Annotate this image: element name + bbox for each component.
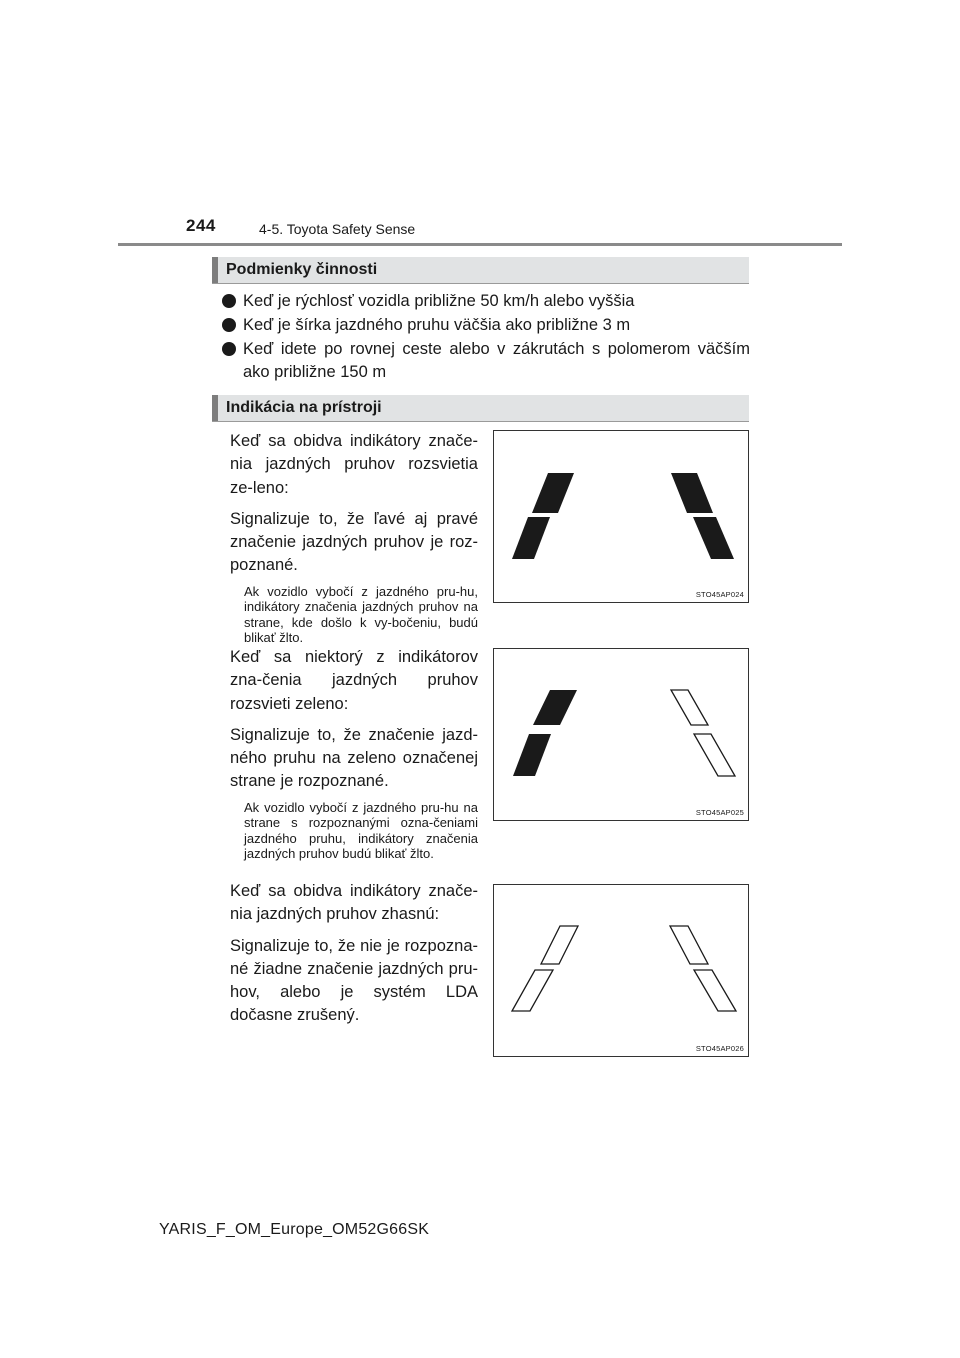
right-lane-marker-upper — [671, 690, 708, 725]
section-title: 4-5. Toyota Safety Sense — [259, 221, 416, 237]
heading-label: Indikácia na prístroji — [226, 399, 382, 416]
list-item-text: Keď je šírka jazdného pruhu väčšia ako približne 3 m — [243, 316, 631, 334]
page-number: 244 — [186, 216, 216, 235]
indication-case-none-lit — [230, 880, 478, 1028]
list-item-text: Keď idete po rovnej ceste alebo v zákrutách s polomerom väčším ako približne 150 m — [243, 340, 750, 381]
lane-indicator-figure-both-lit — [493, 430, 749, 603]
left-lane-marker-lower — [512, 970, 553, 1011]
left-lane-marker-lower — [513, 734, 551, 776]
heading-accent-bar — [212, 395, 218, 421]
figure-code: STO45AP026 — [695, 1044, 744, 1053]
lane-indicator-figure-none-lit — [493, 884, 749, 1057]
heading-accent-bar — [212, 257, 218, 283]
right-lane-marker-upper — [671, 473, 713, 513]
lane-indicator-figure-one-lit — [493, 648, 749, 821]
case-note: Ak vozidlo vybočí z jazdného pru-hu, indikátory značenia jazdných pruhov na strane, kde došlo k vy-bočeniu, budú blikať žlto. — [244, 583, 478, 646]
right-lane-marker-lower — [693, 517, 734, 559]
right-lane-marker-lower — [694, 734, 735, 776]
left-lane-marker-upper — [541, 926, 578, 964]
bullet-icon — [222, 294, 236, 308]
case-condition: Keď sa obidva indikátory znače-nia jazdných pruhov rozsvietia ze-leno: — [230, 432, 478, 497]
indication-case-both-lit — [230, 430, 478, 646]
figure-code: STO45AP025 — [695, 808, 744, 817]
case-meaning: Signalizuje to, že ľavé aj pravé značenie jazdných pruhov je roz-poznané. — [230, 509, 478, 575]
case-meaning: Signalizuje to, že nie je rozpozna-né žiadne značenie jazdných pru-hov, alebo je systém LDA dočasne zrušený. — [230, 936, 478, 1025]
case-condition: Keď sa obidva indikátory znače-nia jazdných pruhov zhasnú: — [230, 882, 478, 924]
figure-code: STO45AP024 — [695, 590, 744, 599]
case-meaning: Signalizuje to, že značenie jazd-ného pruhu na zeleno označenej strane je rozpoznané. — [230, 725, 478, 791]
indication-heading — [212, 395, 749, 422]
case-condition: Keď sa niektorý z indikátorov zna-čenia jazdných pruhov rozsvieti zeleno: — [230, 648, 478, 713]
case-note: Ak vozidlo vybočí z jazdného pru-hu na strane s rozpoznanými ozna-čeniami jazdného pruhu, indikátory značenia jazdných pruhov budú blikať žlto. — [244, 799, 478, 862]
bullet-icon — [222, 342, 236, 356]
lane-indicator-illustration — [494, 885, 750, 1058]
list-item-text: Keď je rýchlosť vozidla približne 50 km/h alebo vyššia — [243, 292, 635, 310]
operating-conditions-heading — [212, 257, 749, 284]
lane-indicator-illustration — [494, 431, 750, 604]
heading-label: Podmienky činnosti — [226, 261, 378, 278]
left-lane-marker-lower — [512, 517, 550, 559]
header-rule — [118, 243, 842, 246]
left-lane-marker-upper — [533, 690, 577, 725]
list-item — [222, 290, 750, 313]
indication-case-one-lit — [230, 646, 478, 862]
list-item — [222, 338, 750, 384]
document-id: YARIS_F_OM_Europe_OM52G66SK — [159, 1221, 430, 1238]
bullet-icon — [222, 318, 236, 332]
left-lane-marker-upper — [532, 473, 574, 513]
operating-conditions-list — [222, 290, 750, 385]
lane-indicator-illustration — [494, 649, 750, 822]
right-lane-marker-lower — [694, 970, 736, 1011]
right-lane-marker-upper — [670, 926, 708, 964]
list-item — [222, 314, 750, 337]
